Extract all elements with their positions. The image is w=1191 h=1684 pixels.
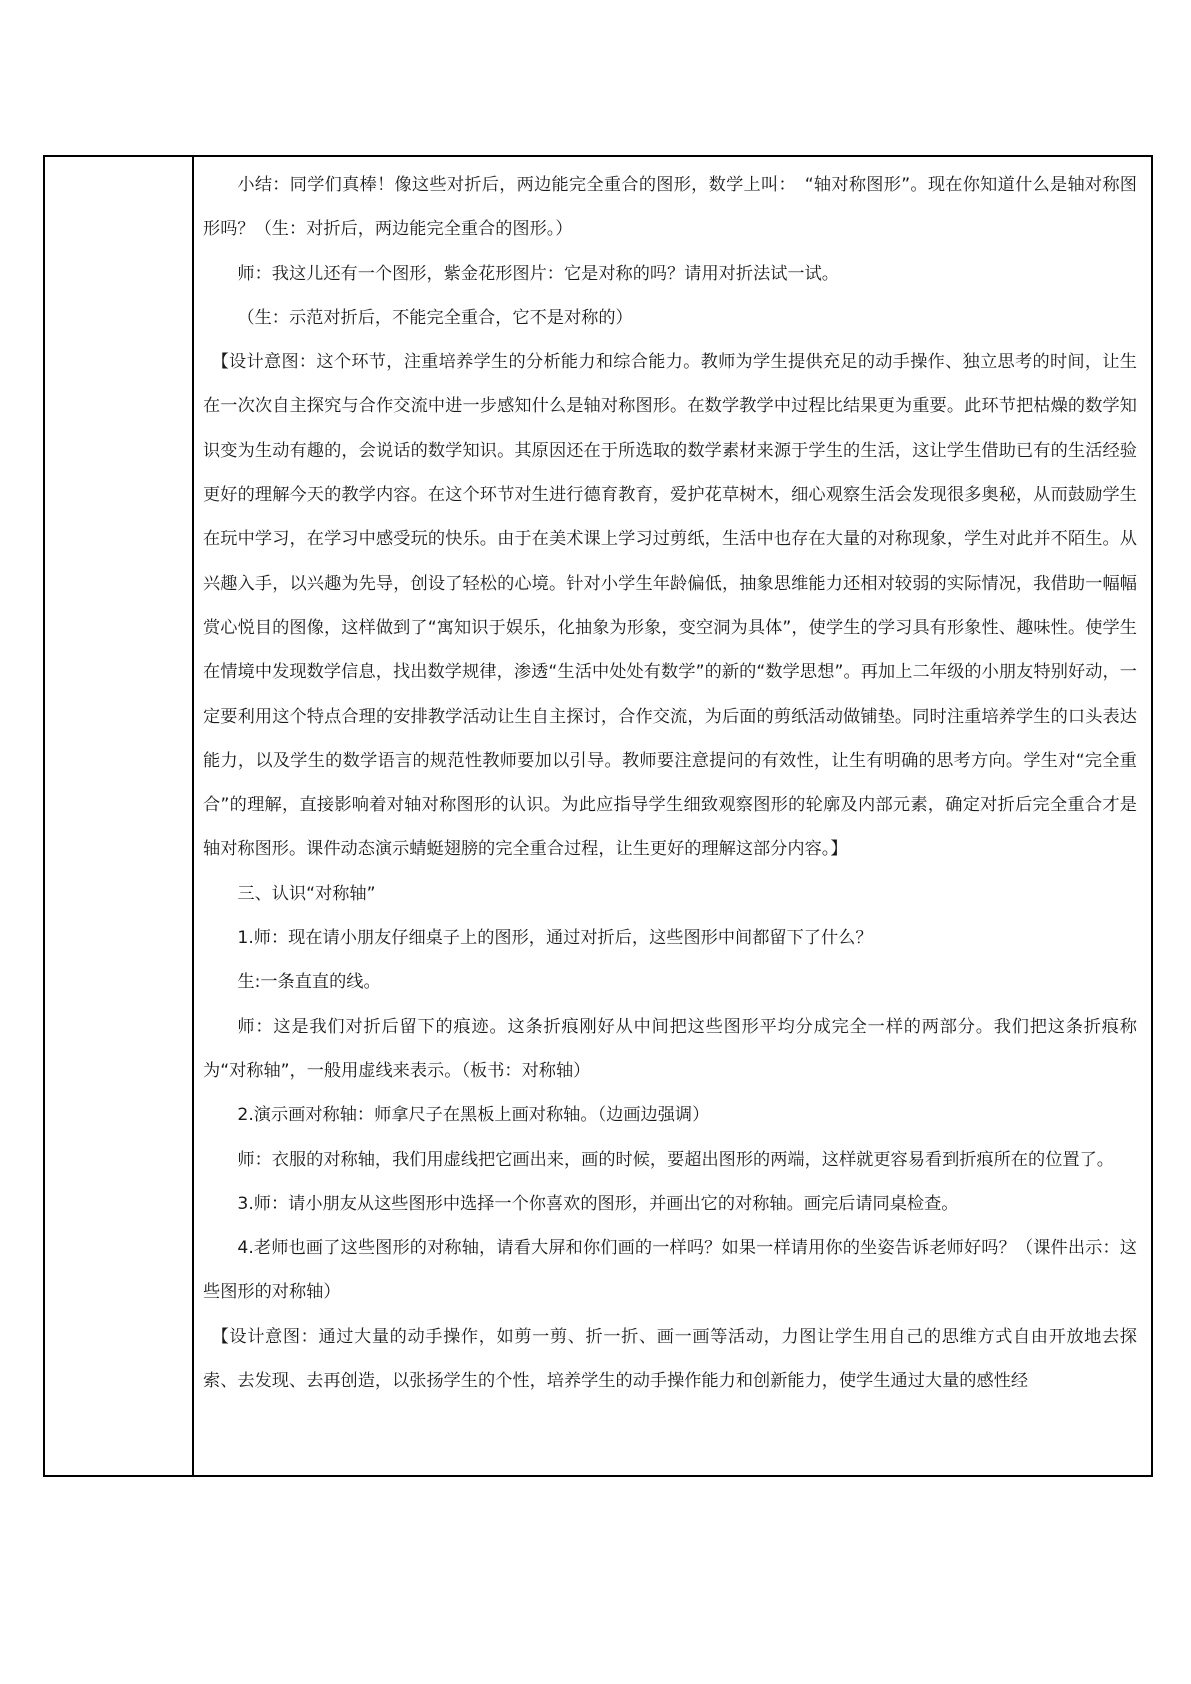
paragraph-step-3: 3.师：请小朋友从这些图形中选择一个你喜欢的图形，并画出它的对称轴。画完后请同桌检查。 xyxy=(237,1193,959,1214)
paragraph-teacher-clothes: 师：衣服的对称轴，我们用虚线把它画出来，画的时候，要超出图形的两端，这样就更容易看到折痕所在的位置了。 xyxy=(237,1149,1114,1170)
paragraph-step-1: 1.师：现在请小朋友仔细桌子上的图形，通过对折后，这些图形中间都留下了什么？ xyxy=(237,928,873,949)
paragraph-student-demo: （生：示范对折后，不能完全重合，它不是对称的） xyxy=(237,307,633,328)
paragraph-design-intent-1: 【设计意图：这个环节，注重培养学生的分析能力和综合能力。教师为学生提供充足的动手操作、独立思考的时间，让生在一次次自主探究与合作交流中进一步感知什么是轴对称图形。在数学教学中过程比结果更为重要。此环节把枯燥的数学知识变为生动有趣的，会说话的数学知识。其原因还在于所选取的数学素材来源于学生的生活，这让学生借助已有的生活经验更好的理解今天的教学内容。在这个环节对生进行德育教育，爱护花草树木，细心观察生活会发现很多奥秘，从而鼓励学生在玩中学习，在学习中感受玩的快乐。由于在美术课上学习过剪纸，生活中也存在大量的对称现象，学生对此并不陌生。从兴趣入手，以兴趣为先导，创设了轻松的心境。针对小学生年龄偏低，抽象思维能力还相对较弱的实际情况，我借助一幅幅赏心悦目的图像，这样做到了“寓知识于娱乐，化抽象为形象，变空洞为具体”，使学生的学习具有形象性、趣味性。使学生在情境中发现数学信息，找出数学规律，渗透“生活中处处有数学”的新的“数学思想”。再加上二年级的小朋友特别好动，一定要利用这个特点合理的安排教学活动让生自主探讨，合作交流，为后面的剪纸活动做铺垫。同时注重培养学生的口头表达能力，以及学生的数学语言的规范性教师要加以引导。教师要注意提问的有效性，让生有明确的思考方向。学生对“完全重合”的理解，直接影响着对轴对称图形的认识。为此应指导学生细致观察图形的轮廓及内部元素，确定对折后完全重合才是轴对称图形。课件动态演示蜻蜓翅膀的完全重合过程，让生更好的理解这部分内容。】 xyxy=(203,352,1137,860)
table-content-cell xyxy=(194,157,1151,1475)
paragraph-teacher-question: 师：我这儿还有一个图形，紫金花形图片：它是对称的吗？请用对折法试一试。 xyxy=(237,263,839,284)
section-heading-symmetry-axis: 三、认识“对称轴” xyxy=(237,883,376,904)
paragraph-step-4: 4.老师也画了这些图形的对称轴，请看大屏和你们画的一样吗？如果一样请用你的坐姿告诉老师好吗？（课件出示：这些图形的对称轴） xyxy=(203,1238,1137,1303)
paragraph-teacher-explain: 师：这是我们对折后留下的痕迹。这条折痕刚好从中间把这些图形平均分成完全一样的两部分。我们把这条折痕称为“对称轴”，一般用虚线来表示。（板书：对称轴） xyxy=(203,1016,1137,1081)
paragraph-student-answer: 生:一条直直的线。 xyxy=(237,972,381,993)
paragraph-step-2: 2.演示画对称轴：师拿尺子在黑板上画对称轴。（边画边强调） xyxy=(237,1105,710,1126)
paragraph-summary: 小结：同学们真棒！像这些对折后，两边能完全重合的图形，数学上叫： “轴对称图形”。现在你知道什么是轴对称图形吗？（生：对折后，两边能完全重合的图形。） xyxy=(203,175,1137,240)
paragraph-design-intent-2: 【设计意图：通过大量的动手操作，如剪一剪、折一折、画一画等活动，力图让学生用自己的思维方式自由开放地去探索、去发现、去再创造，以张扬学生的个性，培养学生的动手操作能力和创新能力，使学生通过大量的感性经 xyxy=(203,1326,1137,1392)
lesson-plan-table xyxy=(43,155,1153,1477)
table-left-cell xyxy=(45,157,194,1475)
